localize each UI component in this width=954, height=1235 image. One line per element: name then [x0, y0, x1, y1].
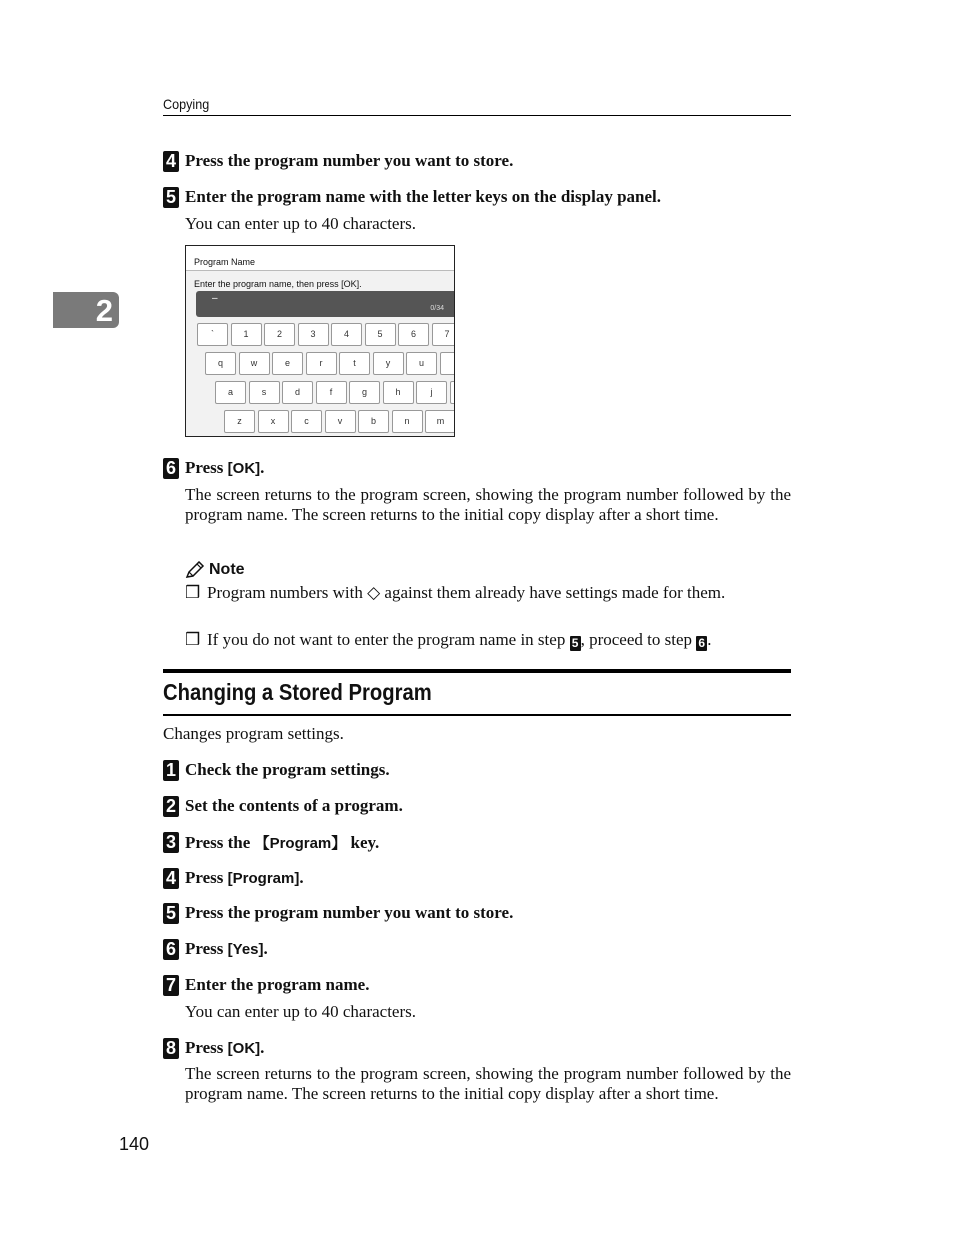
key-label: [Program]: [227, 870, 300, 887]
step-1: [163, 759, 390, 781]
keyboard-key[interactable]: g: [349, 381, 380, 404]
keyboard-key[interactable]: x: [258, 410, 289, 433]
keyboard-key[interactable]: d: [282, 381, 313, 404]
step-number: 1: [163, 760, 179, 781]
screen-title-bar: [186, 246, 454, 271]
step-number: 6: [163, 939, 179, 960]
step-ref: 5: [570, 636, 581, 651]
keyboard-key[interactable]: a: [215, 381, 246, 404]
keyboard-key[interactable]: 7: [432, 323, 456, 346]
keyboard-key[interactable]: 4: [331, 323, 362, 346]
keyboard-key[interactable]: n: [392, 410, 423, 433]
ok-key-label: [OK]: [227, 1040, 261, 1057]
keyboard-key[interactable]: [440, 352, 456, 375]
chapter-tab: [53, 292, 119, 328]
step-number: 2: [163, 796, 179, 817]
step-6: [163, 457, 264, 479]
keyboard-key[interactable]: 3: [298, 323, 329, 346]
key-label: [Yes]: [227, 941, 264, 958]
keyboard-key[interactable]: [450, 381, 456, 404]
program-name-field[interactable]: [196, 291, 455, 317]
step-7-description: You can enter up to 40 characters.: [185, 1002, 417, 1021]
keyboard-key[interactable]: w: [239, 352, 270, 375]
keyboard-key[interactable]: y: [373, 352, 404, 375]
step-text: Press the program number you want to store.: [185, 903, 514, 922]
character-counter: 0/34: [430, 305, 444, 312]
header-rule: [163, 115, 791, 116]
section-title: Changing a Stored Program: [163, 679, 432, 705]
step-6: [163, 938, 268, 960]
text-cursor: –: [212, 293, 218, 304]
step-number: 8: [163, 1038, 179, 1059]
bullet-box: ❒: [185, 630, 201, 649]
step-8-description: The screen returns to the program screen, showing the program number followed by the program name. The screen returns to the initial copy display after a short time.: [185, 1064, 791, 1103]
step-text: Press [OK].: [185, 458, 265, 477]
keyboard-key[interactable]: v: [325, 410, 356, 433]
step-number: 5: [163, 903, 179, 924]
step-number: 4: [163, 868, 179, 889]
step-3: [163, 831, 379, 853]
step-number: 5: [163, 187, 179, 208]
keyboard-key[interactable]: u: [406, 352, 437, 375]
step-text: Press [Program].: [185, 868, 304, 887]
screen-title: Program Name: [194, 257, 256, 267]
note-heading: [185, 560, 245, 580]
page-number: 140: [119, 1134, 150, 1154]
step-8: [163, 1037, 264, 1059]
keyboard-key[interactable]: 5: [365, 323, 396, 346]
step-text: Press [Yes].: [185, 939, 268, 958]
keyboard-key[interactable]: f: [316, 381, 347, 404]
note-item: [185, 583, 791, 625]
step-2: [163, 795, 403, 817]
step-5: [163, 186, 661, 208]
keyboard-key[interactable]: j: [416, 381, 447, 404]
running-header: Copying: [163, 96, 210, 112]
step-text: Set the contents of a program.: [185, 796, 403, 815]
step-4: [163, 150, 513, 172]
note-text: Program numbers with ◇ against them already have settings made for them.: [207, 583, 726, 603]
keyboard-key[interactable]: e: [272, 352, 303, 375]
note-text: If you do not want to enter the program name in step 5 , proceed to step 6 .: [207, 630, 712, 650]
pencil-icon: [185, 561, 205, 579]
step-5-description: You can enter up to 40 characters.: [185, 214, 417, 233]
note-label: Note: [209, 561, 245, 578]
step-number: 4: [163, 151, 179, 172]
keyboard-key[interactable]: q: [205, 352, 236, 375]
keyboard-key[interactable]: 1: [231, 323, 262, 346]
keyboard-key[interactable]: s: [249, 381, 280, 404]
keyboard-key[interactable]: 6: [398, 323, 429, 346]
step-5: [163, 902, 513, 924]
program-name-screen: [185, 245, 455, 437]
step-7: [163, 974, 369, 996]
key-label: 【Program】: [254, 834, 347, 852]
section-intro: Changes program settings.: [163, 724, 344, 743]
keyboard-key[interactable]: m: [425, 410, 455, 433]
keyboard-key[interactable]: 2: [264, 323, 295, 346]
keyboard-key[interactable]: r: [306, 352, 337, 375]
keyboard-key[interactable]: b: [358, 410, 389, 433]
step-text: Check the program settings.: [185, 760, 390, 779]
step-text: Enter the program name.: [185, 975, 370, 994]
note-item: [185, 630, 791, 652]
keyboard-key[interactable]: z: [224, 410, 255, 433]
program-set-icon: ◇: [367, 583, 381, 603]
screen-prompt: Enter the program name, then press [OK].: [194, 279, 362, 289]
section-rule-bottom: [163, 714, 791, 716]
keyboard-key[interactable]: c: [291, 410, 322, 433]
step-text: Press [OK].: [185, 1038, 265, 1057]
bullet-box: ❒: [185, 583, 201, 602]
step-ref: 6: [696, 636, 707, 651]
step-6-description: The screen returns to the program screen, showing the program number followed by the program name. The screen returns to the initial copy display after a short time.: [185, 485, 791, 524]
keyboard-key[interactable]: `: [197, 323, 228, 346]
step-number: 6: [163, 458, 179, 479]
chapter-number: 2: [95, 293, 113, 328]
step-number: 7: [163, 975, 179, 996]
step-text: Press the program number you want to store.: [185, 151, 514, 170]
ok-key-label: [OK]: [227, 460, 261, 477]
step-number: 3: [163, 832, 179, 853]
step-4: [163, 867, 304, 889]
step-text: Press the 【Program】 key.: [185, 832, 380, 852]
keyboard-key[interactable]: h: [383, 381, 414, 404]
keyboard-key[interactable]: t: [339, 352, 370, 375]
section-rule-top: [163, 669, 791, 673]
step-text: Enter the program name with the letter keys on the display panel.: [185, 187, 661, 206]
